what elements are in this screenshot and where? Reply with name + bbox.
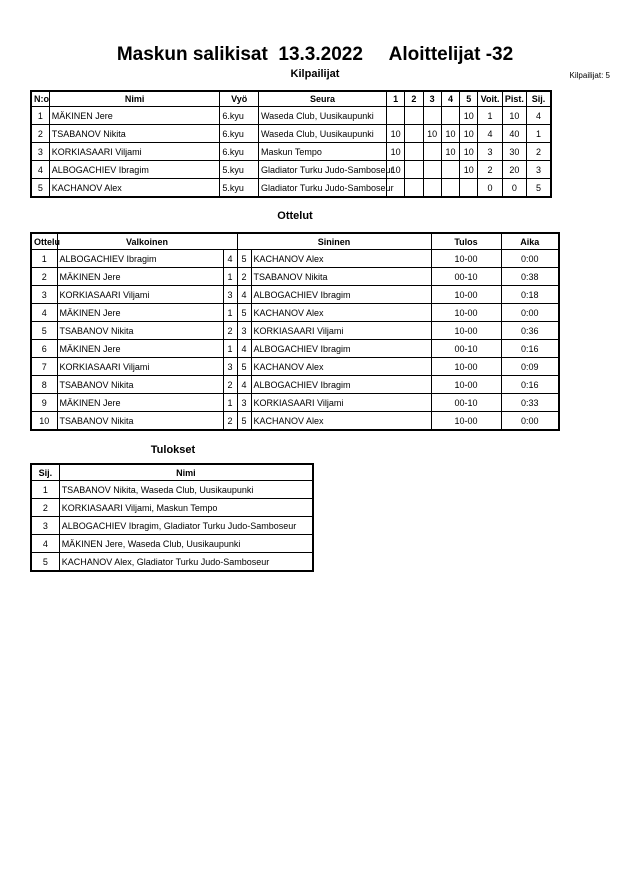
match-white-number: 1 <box>223 304 237 322</box>
competitor-club: Maskun Tempo <box>259 143 387 161</box>
result-place: 5 <box>31 553 59 572</box>
matches-header-row <box>31 233 559 250</box>
competitor-points: 30 <box>502 143 526 161</box>
match-blue-number: 5 <box>237 250 251 268</box>
competitors-header-row <box>31 91 551 107</box>
competitor-number: 3 <box>31 143 49 161</box>
match-blue-number: 5 <box>237 412 251 431</box>
result-place: 2 <box>31 499 59 517</box>
competitor-belt: 6.kyu <box>220 107 259 125</box>
competitor-name: KORKIASAARI Viljami <box>49 143 220 161</box>
competitor-wins: 3 <box>478 143 502 161</box>
score-s4: 10 <box>441 143 459 161</box>
match-blue-name: KACHANOV Alex <box>251 412 431 431</box>
col-header-time: Aika <box>501 233 559 250</box>
score-s3 <box>423 143 441 161</box>
match-number: 8 <box>31 376 57 394</box>
match-number: 9 <box>31 394 57 412</box>
competitor-row <box>31 125 551 143</box>
score-s3 <box>423 161 441 179</box>
score-s2 <box>405 179 423 198</box>
result-place: 4 <box>31 535 59 553</box>
result-place: 3 <box>31 517 59 535</box>
col-header-s4: 4 <box>441 91 459 107</box>
match-result: 00-10 <box>431 340 501 358</box>
match-white-name: TSABANOV Nikita <box>57 376 223 394</box>
score-s2 <box>405 107 423 125</box>
matches-table <box>30 232 560 431</box>
match-time: 0:33 <box>501 394 559 412</box>
match-blue-name: KORKIASAARI Viljami <box>251 322 431 340</box>
competitor-wins: 1 <box>478 107 502 125</box>
competitor-belt: 5.kyu <box>220 179 259 198</box>
score-s5: 10 <box>460 143 478 161</box>
col-header-club: Seura <box>259 91 387 107</box>
match-blue-name: KACHANOV Alex <box>251 358 431 376</box>
competitor-belt: 5.kyu <box>220 161 259 179</box>
match-row <box>31 394 559 412</box>
score-s5: 10 <box>460 125 478 143</box>
match-white-number: 1 <box>223 340 237 358</box>
score-s3 <box>423 107 441 125</box>
match-number: 2 <box>31 268 57 286</box>
competitor-wins: 4 <box>478 125 502 143</box>
match-row <box>31 322 559 340</box>
col-header-wins: Voit. <box>478 91 502 107</box>
col-header-s3: 3 <box>423 91 441 107</box>
competitor-points: 0 <box>502 179 526 198</box>
match-row <box>31 250 559 268</box>
competitor-number: 4 <box>31 161 49 179</box>
competitor-points: 10 <box>502 107 526 125</box>
match-time: 0:00 <box>501 304 559 322</box>
match-result: 10-00 <box>431 358 501 376</box>
match-number: 5 <box>31 322 57 340</box>
match-blue-number: 4 <box>237 286 251 304</box>
score-s2 <box>405 125 423 143</box>
competitor-wins: 0 <box>478 179 502 198</box>
competitor-club: Waseda Club, Uusikaupunki <box>259 107 387 125</box>
competitor-row <box>31 161 551 179</box>
match-row <box>31 376 559 394</box>
match-white-name: TSABANOV Nikita <box>57 322 223 340</box>
score-s5: 10 <box>460 107 478 125</box>
col-header-name: Nimi <box>59 464 313 481</box>
match-result: 10-00 <box>431 250 501 268</box>
match-blue-number: 3 <box>237 322 251 340</box>
competitor-row <box>31 179 551 198</box>
competitor-club: Waseda Club, Uusikaupunki <box>259 125 387 143</box>
match-row <box>31 268 559 286</box>
match-white-name: ALBOGACHIEV Ibragim <box>57 250 223 268</box>
result-row <box>31 499 313 517</box>
match-row <box>31 412 559 431</box>
col-header-s2: 2 <box>405 91 423 107</box>
competitor-place: 1 <box>527 125 551 143</box>
competitor-belt: 6.kyu <box>220 143 259 161</box>
competitor-count: Kilpailijat: 5 <box>569 71 610 80</box>
col-header-place: Sij. <box>31 464 59 481</box>
competitor-wins: 2 <box>478 161 502 179</box>
match-time: 0:00 <box>501 250 559 268</box>
score-s1: 10 <box>386 125 404 143</box>
score-s1: 10 <box>386 143 404 161</box>
match-blue-number: 5 <box>237 358 251 376</box>
match-result: 10-00 <box>431 286 501 304</box>
result-name: KORKIASAARI Viljami, Maskun Tempo <box>59 499 313 517</box>
result-row <box>31 535 313 553</box>
score-s5: 10 <box>460 161 478 179</box>
col-header-blue: Sininen <box>237 233 431 250</box>
match-white-name: MÄKINEN Jere <box>57 394 223 412</box>
match-result: 10-00 <box>431 304 501 322</box>
competitor-name: TSABANOV Nikita <box>49 125 220 143</box>
competitor-place: 5 <box>527 179 551 198</box>
competitor-name: KACHANOV Alex <box>49 179 220 198</box>
match-number: 1 <box>31 250 57 268</box>
score-s1 <box>386 107 404 125</box>
match-time: 0:16 <box>501 376 559 394</box>
match-white-name: MÄKINEN Jere <box>57 340 223 358</box>
page-title: Maskun salikisat 13.3.2022 Aloittelijat -32 <box>116 44 514 65</box>
match-white-number: 2 <box>223 412 237 431</box>
match-white-name: KORKIASAARI Viljami <box>57 358 223 376</box>
match-blue-number: 2 <box>237 268 251 286</box>
match-result: 00-10 <box>431 268 501 286</box>
match-blue-number: 4 <box>237 340 251 358</box>
competitor-place: 4 <box>527 107 551 125</box>
result-row <box>31 517 313 535</box>
score-s4 <box>441 107 459 125</box>
col-header-points: Pist. <box>502 91 526 107</box>
match-time: 0:16 <box>501 340 559 358</box>
match-row <box>31 358 559 376</box>
match-white-number: 2 <box>223 322 237 340</box>
match-blue-name: KACHANOV Alex <box>251 304 431 322</box>
result-place: 1 <box>31 481 59 499</box>
results-header-row <box>31 464 313 481</box>
match-result: 10-00 <box>431 322 501 340</box>
match-blue-name: TSABANOV Nikita <box>251 268 431 286</box>
competitor-row <box>31 143 551 161</box>
result-row <box>31 553 313 572</box>
competitor-name: ALBOGACHIEV Ibragim <box>49 161 220 179</box>
score-s4 <box>441 179 459 198</box>
match-white-name: TSABANOV Nikita <box>57 412 223 431</box>
match-row <box>31 304 559 322</box>
result-name: KACHANOV Alex, Gladiator Turku Judo-Samboseur <box>59 553 313 572</box>
match-blue-number: 3 <box>237 394 251 412</box>
match-blue-name: KORKIASAARI Viljami <box>251 394 431 412</box>
match-blue-name: ALBOGACHIEV Ibragim <box>251 340 431 358</box>
match-white-number: 3 <box>223 286 237 304</box>
score-s4: 10 <box>441 125 459 143</box>
match-blue-name: ALBOGACHIEV Ibragim <box>251 376 431 394</box>
score-s2 <box>405 143 423 161</box>
competitor-club: Gladiator Turku Judo-Samboseur <box>259 161 387 179</box>
score-s5 <box>460 179 478 198</box>
results-table <box>30 463 314 572</box>
score-s1: 10 <box>386 161 404 179</box>
match-white-name: MÄKINEN Jere <box>57 268 223 286</box>
match-result: 00-10 <box>431 394 501 412</box>
score-s4 <box>441 161 459 179</box>
competitor-place: 3 <box>527 161 551 179</box>
match-number: 7 <box>31 358 57 376</box>
col-header-belt: Vyö <box>220 91 259 107</box>
section-title-matches: Ottelut <box>277 210 313 222</box>
match-result: 10-00 <box>431 412 501 431</box>
col-header-no: N:o <box>31 91 49 107</box>
match-white-number: 4 <box>223 250 237 268</box>
match-number: 4 <box>31 304 57 322</box>
score-s3 <box>423 179 441 198</box>
match-time: 0:09 <box>501 358 559 376</box>
col-header-match: Ottelu <box>31 233 57 250</box>
match-blue-number: 4 <box>237 376 251 394</box>
match-blue-number: 5 <box>237 304 251 322</box>
competitor-points: 20 <box>502 161 526 179</box>
col-header-place: Sij. <box>527 91 551 107</box>
match-result: 10-00 <box>431 376 501 394</box>
match-number: 10 <box>31 412 57 431</box>
match-white-name: KORKIASAARI Viljami <box>57 286 223 304</box>
match-number: 6 <box>31 340 57 358</box>
section-title-results: Tulokset <box>150 444 196 456</box>
competitor-row <box>31 107 551 125</box>
match-number: 3 <box>31 286 57 304</box>
match-white-number: 3 <box>223 358 237 376</box>
result-name: MÄKINEN Jere, Waseda Club, Uusikaupunki <box>59 535 313 553</box>
result-name: ALBOGACHIEV Ibragim, Gladiator Turku Judo-Samboseur <box>59 517 313 535</box>
match-white-number: 2 <box>223 376 237 394</box>
col-header-result: Tulos <box>431 233 501 250</box>
match-time: 0:18 <box>501 286 559 304</box>
competitor-club: Gladiator Turku Judo-Samboseur <box>259 179 387 198</box>
competitor-points: 40 <box>502 125 526 143</box>
competitor-belt: 6.kyu <box>220 125 259 143</box>
competitor-number: 2 <box>31 125 49 143</box>
competitors-table <box>30 90 552 198</box>
competitor-place: 2 <box>527 143 551 161</box>
result-name: TSABANOV Nikita, Waseda Club, Uusikaupunki <box>59 481 313 499</box>
match-white-name: MÄKINEN Jere <box>57 304 223 322</box>
match-blue-name: KACHANOV Alex <box>251 250 431 268</box>
match-row <box>31 340 559 358</box>
col-header-white: Valkoinen <box>57 233 237 250</box>
match-time: 0:38 <box>501 268 559 286</box>
score-s3: 10 <box>423 125 441 143</box>
competitor-number: 1 <box>31 107 49 125</box>
match-white-number: 1 <box>223 268 237 286</box>
match-white-number: 1 <box>223 394 237 412</box>
match-blue-name: ALBOGACHIEV Ibragim <box>251 286 431 304</box>
match-time: 0:00 <box>501 412 559 431</box>
competitor-number: 5 <box>31 179 49 198</box>
score-s2 <box>405 161 423 179</box>
col-header-name: Nimi <box>49 91 220 107</box>
match-row <box>31 286 559 304</box>
col-header-s5: 5 <box>460 91 478 107</box>
col-header-s1: 1 <box>386 91 404 107</box>
match-time: 0:36 <box>501 322 559 340</box>
competitor-name: MÄKINEN Jere <box>49 107 220 125</box>
section-title-competitors: Kilpailijat <box>290 68 340 80</box>
result-row <box>31 481 313 499</box>
